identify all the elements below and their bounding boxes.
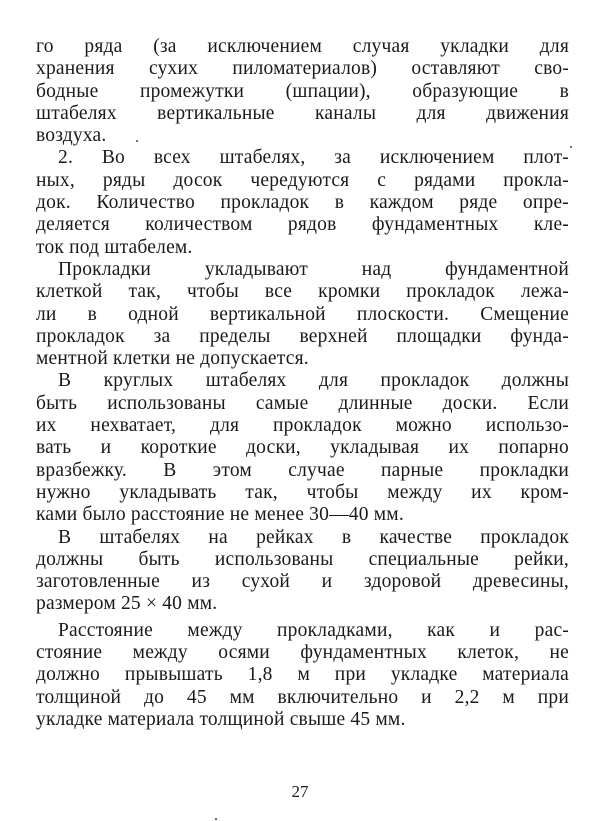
text-line: клеткой так, чтобы все кромки прокладок лежа- <box>36 281 569 303</box>
text-line: ками было расстояние не менее 30—40 мм. <box>36 504 404 526</box>
text-line: вать и короткие доски, укладывая их попарно <box>36 437 569 459</box>
scan-speck <box>570 146 572 148</box>
paragraph-1 <box>36 36 569 147</box>
text-line: быть использованы самые длинные доски. Если <box>36 392 569 414</box>
text-line: Прокладки укладывают над фундаментной <box>58 258 569 280</box>
text-line: толщиной до 45 мм включительно и 2,2 м при <box>36 686 569 708</box>
text-line: заготовленные из сухой и здоровой древесины, <box>36 571 569 593</box>
text-line: прокладок за пределы верхней площадки фунда- <box>36 325 569 347</box>
text-line: ментной клетки не допускается. <box>36 348 309 370</box>
paragraph-5 <box>36 527 569 616</box>
text-line: В круглых штабелях для прокладок должны <box>58 370 569 392</box>
text-line: нужно укладывать так, чтобы между их кром- <box>36 481 569 503</box>
paragraph-6 <box>36 620 569 731</box>
text-line: док. Количество прокладок в каждом ряде опре- <box>36 192 569 214</box>
text-line: должны быть использованы специальные рейки, <box>36 548 569 570</box>
text-line: хранения сухих пиломатериалов) оставляют сво- <box>36 58 569 80</box>
text-line: штабелях вертикальные каналы для движения <box>36 102 569 124</box>
text-line: ли в одной вертикальной плоскости. Смещение <box>36 303 569 325</box>
text-line: стояние между осями фундаментных клеток, не <box>36 642 569 664</box>
text-line: ток под штабелем. <box>36 236 193 258</box>
text-line: размером 25 × 40 мм. <box>36 593 218 615</box>
paragraph-4 <box>36 370 569 526</box>
text-line: укладке материала толщиной свыше 45 мм. <box>36 708 406 730</box>
text-line: В штабелях на рейках в качестве прокладок <box>58 526 569 548</box>
text-line: го ряда (за исключением случая укладки для <box>36 36 569 57</box>
paragraph-2 <box>36 147 569 258</box>
text-line: 2. Во всех штабелях, за исключением плот- <box>58 147 569 169</box>
text-line: вразбежку. В этом случае парные прокладки <box>36 459 569 481</box>
text-line: должно прывышать 1,8 м при укладке материала <box>36 664 569 686</box>
paragraph-3 <box>36 259 569 370</box>
text-line: деляется количеством рядов фундаментных кле- <box>36 214 569 236</box>
scan-speck <box>215 818 217 820</box>
page-number: 27 <box>291 782 309 801</box>
text-line: их нехватает, для прокладок можно использо- <box>36 415 569 437</box>
scan-speck <box>136 140 138 142</box>
text-line: ных, ряды досок чередуются с рядами прокла- <box>36 169 569 191</box>
text-line: воздуха. <box>36 125 107 147</box>
text-line: Расстояние между прокладками, как и рас- <box>58 619 569 641</box>
document-page <box>36 36 569 731</box>
text-line: бодные промежутки (шпации), образующие в <box>36 80 569 102</box>
